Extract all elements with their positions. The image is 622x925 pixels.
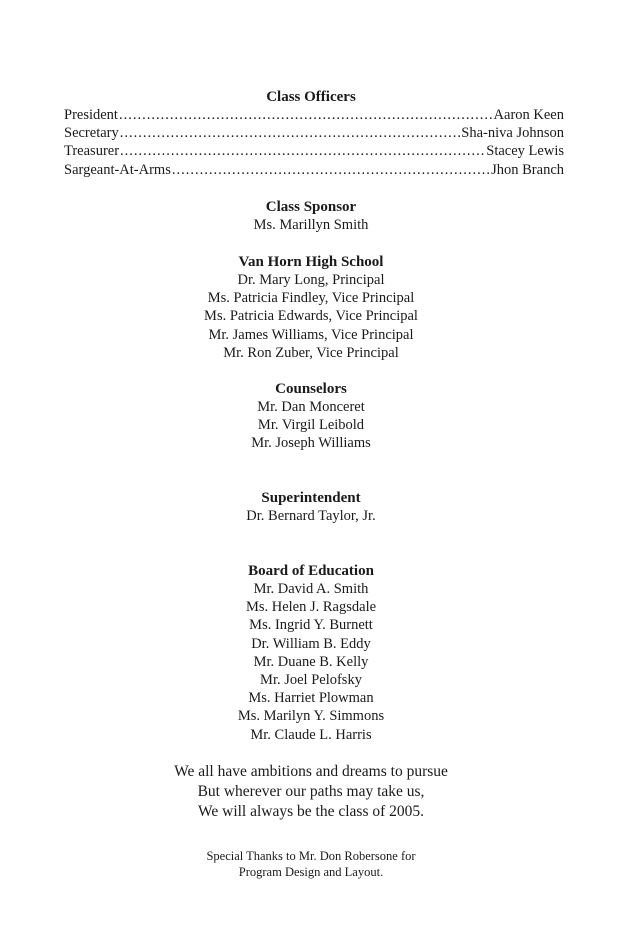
board-member-name: Ms. Helen J. Ragsdale bbox=[245, 599, 377, 616]
thanks-section bbox=[0, 848, 622, 880]
thanks-line: Program Design and Layout. bbox=[238, 865, 384, 879]
counselor-name: Mr. Joseph Williams bbox=[251, 435, 371, 452]
officer-name: Jhon Branch bbox=[491, 161, 564, 178]
verse-line: We all have ambitions and dreams to pursue bbox=[174, 763, 448, 780]
officer-role: Sargeant-At-Arms bbox=[64, 161, 171, 178]
sponsor-name: Ms. Marillyn Smith bbox=[253, 217, 369, 233]
board-member-name: Mr. Claude L. Harris bbox=[250, 726, 372, 743]
class-officers-heading: Class Officers bbox=[266, 89, 356, 105]
superintendent-heading: Superintendent bbox=[261, 490, 361, 506]
counselor-name: Mr. Dan Monceret bbox=[257, 399, 365, 415]
officer-role: Treasurer bbox=[64, 143, 120, 160]
verse-line: We will always be the class of 2005. bbox=[197, 803, 425, 820]
board-member-name: Ms. Marilyn Y. Simmons bbox=[237, 708, 385, 725]
class-sponsor-section bbox=[0, 198, 622, 234]
school-staff-name: Ms. Patricia Edwards, Vice Principal bbox=[204, 308, 418, 325]
superintendent-section bbox=[0, 489, 622, 525]
officer-row bbox=[64, 142, 564, 160]
board-member-name: Ms. Harriet Plowman bbox=[248, 690, 374, 707]
verse-section bbox=[0, 762, 622, 822]
officer-role: President bbox=[64, 107, 118, 123]
counselors-section bbox=[0, 380, 622, 453]
officer-name: Sha-niva Johnson bbox=[461, 125, 564, 142]
board-member-name: Mr. David A. Smith bbox=[253, 581, 369, 597]
officer-row bbox=[64, 106, 564, 124]
school-section bbox=[0, 253, 622, 362]
board-member-name: Mr. Duane B. Kelly bbox=[253, 653, 369, 670]
officer-row bbox=[64, 161, 564, 179]
leader-dots bbox=[119, 106, 493, 124]
school-staff-name: Mr. James Williams, Vice Principal bbox=[208, 326, 414, 343]
class-sponsor-heading: Class Sponsor bbox=[265, 199, 357, 215]
board-member-name: Mr. Joel Pelofsky bbox=[260, 672, 362, 689]
officer-name: Stacey Lewis bbox=[486, 143, 564, 160]
board-member-name: Ms. Ingrid Y. Burnett bbox=[249, 617, 373, 634]
school-staff-name: Ms. Patricia Findley, Vice Principal bbox=[207, 290, 415, 307]
class-officers-section bbox=[0, 88, 622, 106]
thanks-line: Special Thanks to Mr. Don Robersone for bbox=[206, 849, 416, 863]
board-heading: Board of Education bbox=[248, 563, 374, 579]
counselor-name: Mr. Virgil Leibold bbox=[257, 417, 365, 434]
verse-line: But wherever our paths may take us, bbox=[197, 783, 425, 800]
class-officers-list bbox=[64, 106, 564, 179]
school-heading: Van Horn High School bbox=[238, 254, 384, 270]
superintendent-name: Dr. Bernard Taylor, Jr. bbox=[246, 508, 376, 524]
leader-dots bbox=[120, 142, 485, 160]
board-member-name: Dr. William B. Eddy bbox=[251, 635, 371, 652]
school-staff-name: Dr. Mary Long, Principal bbox=[237, 272, 385, 288]
board-section bbox=[0, 562, 622, 744]
officer-row bbox=[64, 124, 564, 142]
leader-dots bbox=[172, 161, 490, 179]
counselors-heading: Counselors bbox=[275, 381, 347, 397]
officer-role: Secretary bbox=[64, 125, 119, 142]
officer-name: Aaron Keen bbox=[493, 107, 564, 123]
leader-dots bbox=[120, 124, 461, 142]
school-staff-name: Mr. Ron Zuber, Vice Principal bbox=[223, 344, 399, 361]
